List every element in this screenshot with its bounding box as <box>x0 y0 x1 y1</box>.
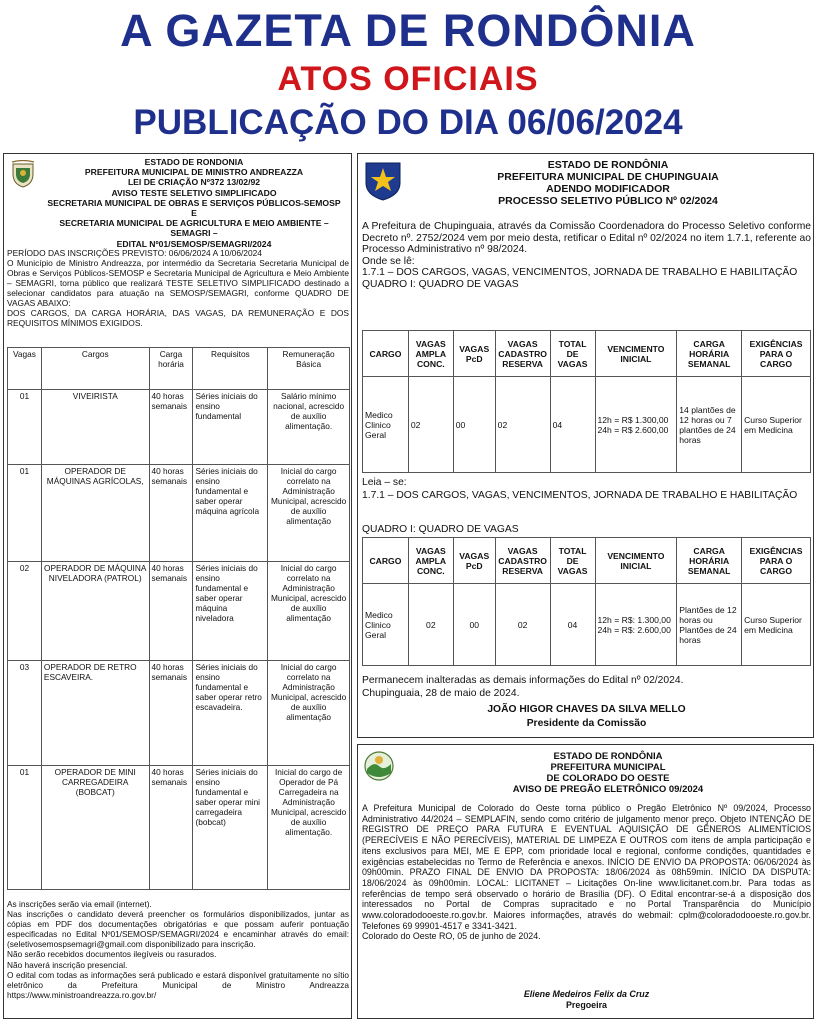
table-row <box>8 562 350 661</box>
table-cell: Séries iniciais do ensino fundamental e saber operar máquina agrícola <box>193 465 268 562</box>
item-heading: 1.7.1 – DOS CARGOS, VAGAS, VENCIMENTOS, JORNADA DE TRABALHO E HABILITAÇÃO <box>362 267 798 279</box>
municipal-coat-of-arms-icon <box>10 160 36 188</box>
notice-paragraph: O Município de Ministro Andreazza, por intermédio da Secretaria Secretaria Municipal de Obras e Serviços Públicos-SEMOSP e Secretaria Municipal de Agricultura e Meio Ambiente – SEMAGRI, torna público que realizará TESTE SELETIVO SIMPLIFICADO destinado a selecionar candidatos para atuação na SEMOSP/SEMAGRI, conforme QUADRO DE VAGAS ABAIXO: <box>7 258 349 308</box>
notice-body <box>362 803 811 942</box>
leia-se-label: Leia – se: <box>362 477 407 488</box>
header-line: PREFEITURA MUNICIPAL <box>550 762 666 773</box>
table-cell: 40 horas semanais <box>149 465 193 562</box>
column-header: VENCIMENTO INICIAL <box>595 538 677 584</box>
table-cell: Plantões de 12 horas ou Plantões de 24 horas <box>677 584 742 666</box>
quadro-label: QUADRO I: QUADRO DE VAGAS <box>362 524 519 535</box>
column-header: VAGAS CADASTRO RESERVA <box>495 538 550 584</box>
header-line: PREFEITURA MUNICIPAL DE CHUPINGUAIA <box>497 171 719 183</box>
onde-se-le-label: Onde se lê: <box>362 255 415 267</box>
notice-paragraph: DOS CARGOS, DA CARGA HORÁRIA, DAS VAGAS, DA REMUNERAÇÃO E DOS REQUISITOS MÍNIMOS EXIGIDOS. <box>7 308 349 328</box>
closing-text: Permanecem inalteradas as demais informações do Edital nº 02/2024. <box>362 675 684 686</box>
section-title: ATOS OFICIAIS <box>277 60 539 98</box>
addendum-intro <box>362 221 811 291</box>
header-line: PROCESSO SELETIVO PÚBLICO Nº 02/2024 <box>498 195 718 207</box>
place-date: Chupinguaia, 28 de maio de 2024. <box>362 688 520 699</box>
header-line: AVISO TESTE SELETIVO SIMPLIFICADO <box>111 187 277 198</box>
masthead <box>0 0 816 150</box>
table-cell: 02 <box>408 584 453 666</box>
table-cell: Curso Superior em Medicina <box>742 377 811 473</box>
notice-paragraph: A Prefeitura Municipal de Colorado do Oeste torna público o Pregão Eletrônico Nº 09/2024, Processo Administrativo 44/2024 – SEMPLAFIN, sendo como critério de julgamento menor preço. Objeto INTENÇÃO DE REGISTRO DE PREÇO PARA FUTURA E EVENTUAL AQUISIÇÃO DE GÊNEROS ALIMENTÍCIOS (PERECÍVEIS E NÃO PERECÍVEIS), MATERIAL DE LIMPEZA E OUTROS com itens de ampla participação e itens exclusivos para MEI, ME E EPP, com prioridade local e regional, conforme condições, quantidades e exigências estabelecidas no Termo de Referência e anexos. INÍCIO DE ENVIO DA PROPOSTA: 06/06/2024 às 09h00min. PRAZO FINAL DE ENVIO DA PROPOSTA: 18/06/2024 às 08h59min. INÍCIO DA DISPUTA: 18/06/2024 às 09h00min. LOCAL: LICITANET – Licitações On-line www.licitanet.com.br. Para todas as referências de tempo será observado o horário de Brasília (DF). O Edital encontrar-se-á a disposição dos interessados no Portal de Compras supracitado e no Portal Transparência do Município www.coloradodooeste.ro.gov.br. Maiores informações, através do webmail: cplm@coloradodooeste.ro.gov.br. Telefones 69 99901-4517 e 3341-3421. <box>362 803 811 931</box>
column-header: TOTAL DE VAGAS <box>550 331 595 377</box>
notice-body <box>7 248 349 328</box>
registration-period: PERÍODO DAS INSCRIÇÕES PREVISTO: 06/06/2024 A 10/06/2024 <box>7 248 262 258</box>
table-cell: Séries iniciais do ensino fundamental e saber operar mini carregadeira (bobcat) <box>193 766 268 890</box>
place-date: Colorado do Oeste RO, 05 de junho de 2024. <box>362 931 541 942</box>
table-cell: Inicial do cargo correlato na Administração Municipal, acrescido de auxílio alimentação <box>268 562 350 661</box>
column-header: VAGAS AMPLA CONC. <box>408 331 453 377</box>
column-header: Vagas <box>8 348 42 390</box>
table-cell: 40 horas semanais <box>149 390 193 465</box>
column-header: EXIGÊNCIAS PARA O CARGO <box>742 331 811 377</box>
table-row <box>363 377 811 473</box>
table-cell: 14 plantões de 12 horas ou 7 plantões de 24 horas <box>677 377 742 473</box>
table-cell: OPERADOR DE MÁQUINA NIVELADORA (PATROL) <box>41 562 149 661</box>
signer-role: Presidente da Comissão <box>526 718 647 729</box>
intro-paragraph: A Prefeitura de Chupinguaia, através da Comissão Coordenadora do Processo Seletivo conforme Decreto nº. 2752/2024 vem por meio desta, retificar o Edital nº 02/2024 no item 1.7.1, referente ao Processo Administrativo nº 98/2024. <box>362 221 811 256</box>
footer-paragraph: Não haverá inscrição presencial. <box>7 959 128 970</box>
table-row <box>8 766 350 890</box>
table-cell: 00 <box>453 377 495 473</box>
table-cell: Séries iniciais do ensino fundamental e saber operar retro escavadeira. <box>193 661 268 766</box>
table-cell: OPERADOR DE MINI CARREGADEIRA (BOBCAT) <box>41 766 149 890</box>
header-line: SECRETARIA MUNICIPAL DE AGRICULTURA E MEIO AMBIENTE – SEMAGRI – <box>59 218 329 239</box>
header-line: ADENDO MODIFICADOR <box>546 183 670 195</box>
table-cell: Inicial do cargo de Operador de Pá Carregadeira na Administração Municipal, acrescido de auxílio alimentação. <box>268 766 350 890</box>
table-cell: 02 <box>8 562 42 661</box>
table-row <box>8 465 350 562</box>
table-cell: 04 <box>550 377 595 473</box>
header-line: ESTADO DE RONDONIA <box>144 157 244 167</box>
header-line: ESTADO DE RONDÔNIA <box>553 751 663 762</box>
column-header: VENCIMENTO INICIAL <box>595 331 677 377</box>
column-header: CARGO <box>363 538 409 584</box>
signer-name: Eliene Medeiros Felix da Cruz <box>523 989 650 999</box>
table-cell: 40 horas semanais <box>149 562 193 661</box>
table-cell: 01 <box>8 390 42 465</box>
table-cell: 12h = R$: 1.300,00 24h = R$: 2.600,00 <box>595 584 677 666</box>
header-line: PREFEITURA MUNICIPAL DE MINISTRO ANDREAZZA <box>84 167 304 178</box>
corrected-vacancies-table <box>362 537 811 666</box>
header-line: SECRETARIA MUNICIPAL DE OBRAS E SERVIÇOS PÚBLICOS-SEMOSP E <box>47 197 341 219</box>
table-cell: 01 <box>8 465 42 562</box>
table-cell: 40 horas semanais <box>149 661 193 766</box>
table-cell: Curso Superior em Medicina <box>742 584 811 666</box>
table-cell: VIVEIRISTA <box>41 390 149 465</box>
table-row <box>8 390 350 465</box>
table-cell: Inicial do cargo correlato na Administração Municipal, acrescido de auxílio alimentação <box>268 661 350 766</box>
signer-role: Pregoeira <box>566 1000 607 1010</box>
original-vacancies-table <box>362 330 811 473</box>
municipal-star-emblem-icon <box>364 159 402 201</box>
item-heading: 1.7.1 – DOS CARGOS, VAGAS, VENCIMENTOS, JORNADA DE TRABALHO E HABILITAÇÃO <box>362 490 798 501</box>
chupinguaia-addendum <box>357 153 814 738</box>
footer-paragraph: As inscrições serão via email (internet). <box>7 899 152 909</box>
table-cell: 04 <box>550 584 595 666</box>
colorado-do-oeste-notice <box>357 744 814 1019</box>
publication-date: PUBLICAÇÃO DO DIA 06/06/2024 <box>133 103 683 142</box>
newspaper-title: A GAZETA DE RONDÔNIA <box>120 5 696 56</box>
column-header: Cargos <box>41 348 149 390</box>
table-cell: 00 <box>453 584 495 666</box>
vacancies-table <box>7 347 350 890</box>
signer-name: JOÃO HIGOR CHAVES DA SILVA MELLO <box>487 704 686 715</box>
footer-paragraph: Nas inscrições o candidato deverá preencher os formulários disponibilizados, juntar as cópias em PDF dos documentações obrigatórias e que possam auferir pontuação especificadas no Edital Nº01/SEMOSP/SEMAGRI/2024 e encaminhar através do email: (seletivosemospsemagri@gmail.com disponibilizado para inscrição. <box>7 909 349 950</box>
header-line: DE COLORADO DO OESTE <box>546 773 670 784</box>
municipal-round-seal-icon <box>364 751 394 781</box>
header-line: LEI DE CRIAÇÃO Nº372 13/02/92 <box>127 177 261 188</box>
column-header: VAGAS PcD <box>453 538 495 584</box>
column-header: VAGAS AMPLA CONC. <box>408 538 453 584</box>
table-cell: Inicial do cargo correlato na Administração Municipal, acrescido de auxílio alimentação <box>268 465 350 562</box>
table-cell: 02 <box>495 377 550 473</box>
table-cell: Medico Clinico Geral <box>363 584 409 666</box>
table-cell: 12h = R$ 1.300,00 24h = R$ 2.600,00 <box>595 377 677 473</box>
column-header: CARGO <box>363 331 409 377</box>
notice-header <box>44 157 344 249</box>
column-header: Requisitos <box>193 348 268 390</box>
table-cell: Séries iniciais do ensino fundamental e saber operar máquina niveladora <box>193 562 268 661</box>
table-row <box>8 661 350 766</box>
table-cell: Séries iniciais do ensino fundamental <box>193 390 268 465</box>
footer-paragraph: O edital com todas as informações será publicado e estará disponível gratuitamente no sítio eletrônico da Prefeitura Municipal de Ministro Andreazza https://www.ministroandreazza.ro.gov.br/ <box>7 969 349 1000</box>
table-cell: 02 <box>408 377 453 473</box>
column-header: Carga horária <box>149 348 193 390</box>
notice-header <box>408 751 808 795</box>
header-line: AVISO DE PREGÃO ELETRÔNICO 09/2024 <box>512 784 704 795</box>
quadro-label: QUADRO I: QUADRO DE VAGAS <box>362 278 519 290</box>
addendum-header <box>408 159 808 207</box>
table-cell: OPERADOR DE RETRO ESCAVEIRA. <box>41 661 149 766</box>
header-line: EDITAL Nº01/SEMOSP/SEMAGRI/2024 <box>116 238 272 249</box>
ministro-andreazza-notice <box>3 153 352 1019</box>
table-cell: OPERADOR DE MÁQUINAS AGRÍCOLAS, <box>41 465 149 562</box>
signature-block <box>362 989 811 1011</box>
table-cell: 01 <box>8 766 42 890</box>
table-cell: 02 <box>495 584 550 666</box>
notice-footer <box>7 899 349 1000</box>
table-row <box>363 584 811 666</box>
table-cell: Salário mínimo nacional, acrescido de auxílio alimentação. <box>268 390 350 465</box>
column-header: Remuneração Básica <box>268 348 350 390</box>
table-cell: 40 horas semanais <box>149 766 193 890</box>
footer-paragraph: Não serão recebidos documentos ilegíveis ou rasurados. <box>7 949 217 960</box>
column-header: TOTAL DE VAGAS <box>550 538 595 584</box>
table-cell: 03 <box>8 661 42 766</box>
table-cell: Medico Clinico Geral <box>363 377 409 473</box>
header-line: ESTADO DE RONDÔNIA <box>547 159 669 171</box>
column-header: CARGA HORÁRIA SEMANAL <box>677 331 742 377</box>
column-header: VAGAS PcD <box>453 331 495 377</box>
column-header: EXIGÊNCIAS PARA O CARGO <box>742 538 811 584</box>
column-header: VAGAS CADASTRO RESERVA <box>495 331 550 377</box>
column-header: CARGA HORÁRIA SEMANAL <box>677 538 742 584</box>
